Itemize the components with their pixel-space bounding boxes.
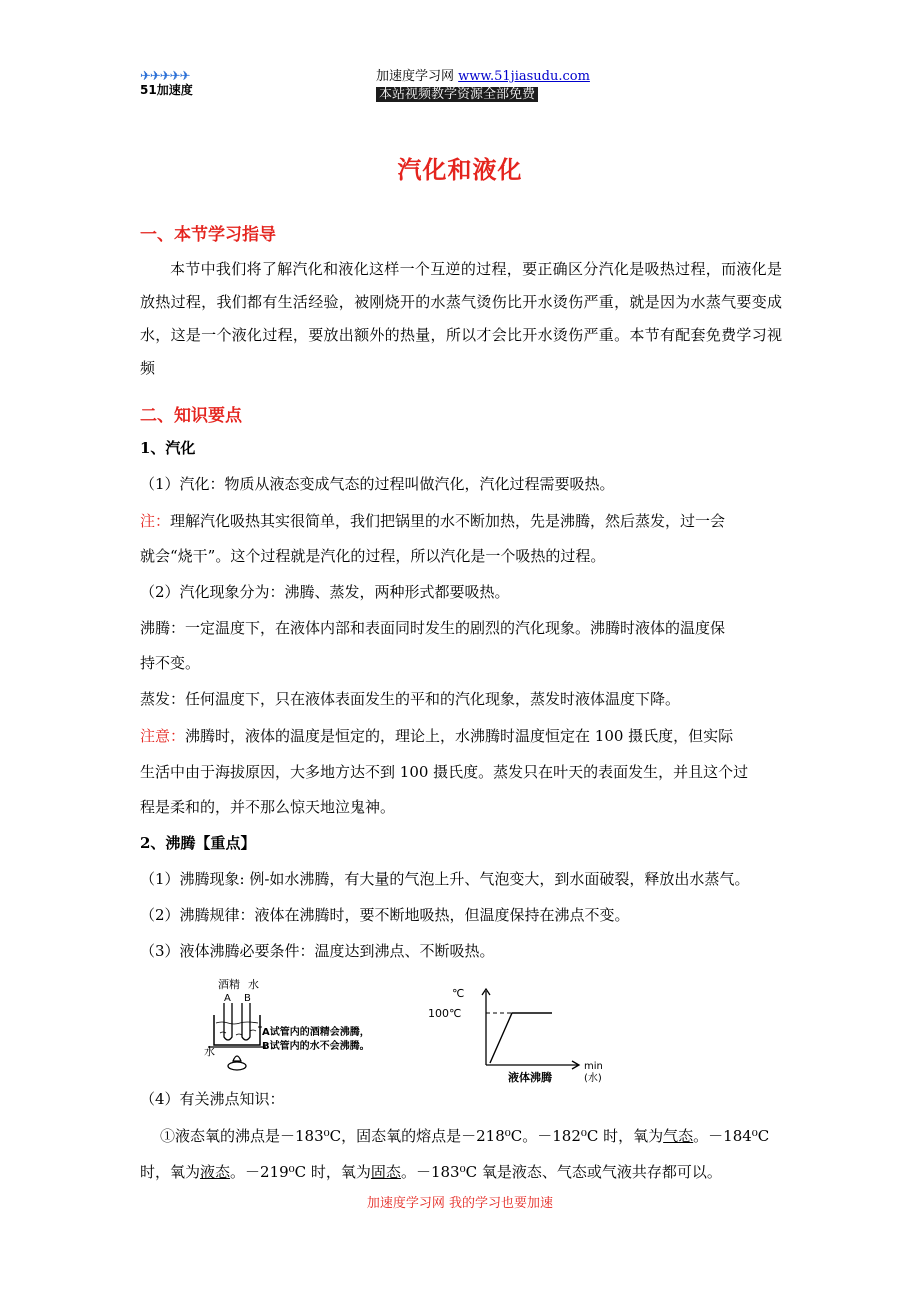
sub1-p1: （1）汽化：物质从液态变成气态的过程叫做汽化，汽化过程需要吸热。 bbox=[140, 475, 615, 493]
header-info bbox=[376, 68, 590, 104]
answer-liquid: 液态 bbox=[200, 1163, 231, 1181]
answer-gas: 气态 bbox=[663, 1127, 694, 1145]
attention-label: 注意： bbox=[140, 727, 186, 745]
oxygen-line1-a: ①液态氧的沸点是－183⁰C，固态氧的熔点是－218⁰C。－182⁰C 时，氧为 bbox=[160, 1127, 664, 1145]
sub2-p1: （1）沸腾现象: 例-如水沸腾，有大量的气泡上升、气泡变大，到水面破裂，释放出水蒸气。 bbox=[140, 870, 750, 888]
graph-x-label: 液体沸腾 bbox=[508, 1071, 552, 1084]
logo-text: 51加速度 bbox=[140, 83, 193, 97]
note-label: 注： bbox=[140, 512, 171, 530]
site-logo bbox=[140, 70, 210, 102]
tube-b bbox=[242, 1003, 250, 1040]
site-link[interactable]: www.51jiasudu.com bbox=[458, 69, 590, 84]
burner-icon bbox=[228, 1062, 246, 1070]
site-name: 加速度学习网 bbox=[376, 69, 455, 84]
attention-line3: 程是柔和的，并不那么惊天地泣鬼神。 bbox=[140, 798, 396, 816]
note-line1 bbox=[140, 510, 790, 532]
graph-y-tick: 100℃ bbox=[428, 1007, 462, 1020]
answer-solid: 固态 bbox=[370, 1163, 401, 1181]
oxygen-line2 bbox=[140, 1161, 790, 1183]
section1-heading: 一、本节学习指导 bbox=[140, 225, 276, 245]
graph-y-unit: ℃ bbox=[452, 987, 465, 1000]
section2-heading: 二、知识要点 bbox=[140, 406, 242, 426]
page-footer: 加速度学习网 我的学习也要加速 bbox=[366, 1196, 554, 1211]
label-water-top: 水 bbox=[248, 978, 259, 991]
label-alcohol: 酒精 bbox=[218, 978, 240, 991]
water-surface bbox=[216, 1022, 258, 1024]
sub1-heading: 1、汽化 bbox=[140, 439, 196, 457]
boiling-tubes-figure bbox=[200, 975, 400, 1075]
sub2-p2: （2）沸腾规律：液体在沸腾时，要不断地吸热，但温度保持在沸点不变。 bbox=[140, 906, 630, 924]
oxygen-line2-c: 。－183⁰C 氧是液态、气态或气液共存都可以。 bbox=[400, 1163, 722, 1181]
graph-curve bbox=[490, 1013, 552, 1063]
flame-icon bbox=[233, 1056, 241, 1061]
boil-line2: 持不变。 bbox=[140, 654, 201, 672]
sub2-heading: 2、沸腾【重点】 bbox=[140, 834, 256, 852]
note-text1: 理解汽化吸热其实很简单，我们把锅里的水不断加热，先是沸腾，然后蒸发，过一会 bbox=[170, 512, 726, 530]
caption-line1: A试管内的酒精会沸腾， bbox=[262, 1027, 370, 1038]
caption-line2: B试管内的水不会沸腾。 bbox=[262, 1041, 370, 1052]
graph-x-unit: min bbox=[584, 1061, 603, 1072]
boiling-graph-figure bbox=[426, 985, 616, 1085]
attention-line2: 生活中由于海拔原因，大多地方达不到 100 摄氏度。蒸发只在叶天的表面发生，并且这个过 bbox=[140, 763, 749, 781]
graph-x-unit-sub: (水) bbox=[584, 1073, 602, 1084]
oxygen-line2-b: 。－219⁰C 时，氧为 bbox=[230, 1163, 371, 1181]
oxygen-line1-b: 。－184⁰C bbox=[693, 1127, 770, 1145]
sub1-p2: （2）汽化现象分为：沸腾、蒸发，两种形式都要吸热。 bbox=[140, 583, 510, 601]
arrows-icon: ✈✈✈✈✈ bbox=[140, 69, 190, 84]
evap-line: 蒸发：任何温度下，只在液体表面发生的平和的汽化现象，蒸发时液体温度下降。 bbox=[140, 690, 681, 708]
tube-a bbox=[224, 1003, 232, 1040]
sub2-p4: （4）有关沸点知识： bbox=[140, 1090, 285, 1108]
section1-body: 本节中我们将了解汽化和液化这样一个互逆的过程，要正确区分汽化是吸热过程，而液化是放热过程，我们都有生活经验，被刚烧开的水蒸气烫伤比开水烫伤严重，就是因为水蒸气要变成水，这是一个液化过程，要放出额外的热量，所以才会比开水烫伤严重。本节有配套免费学习视频 bbox=[140, 260, 782, 377]
oxygen-line1 bbox=[160, 1125, 810, 1147]
page-title: 汽化和液化 bbox=[397, 155, 523, 184]
attention-line1 bbox=[140, 725, 790, 747]
label-b: B bbox=[244, 993, 251, 1004]
boil-line1: 沸腾：一定温度下，在液体内部和表面同时发生的剧烈的汽化现象。沸腾时液体的温度保 bbox=[140, 619, 726, 637]
oxygen-line2-a: 时，氧为 bbox=[140, 1163, 201, 1181]
sub2-p3: （3）液体沸腾必要条件：温度达到沸点、不断吸热。 bbox=[140, 942, 495, 960]
note-line2: 就会“烧干”。这个过程就是汽化的过程，所以汽化是一个吸热的过程。 bbox=[140, 547, 606, 565]
header-banner: 本站视频教学资源全部免费 bbox=[376, 87, 538, 102]
label-water-side: 水 bbox=[204, 1045, 215, 1058]
attention-text1: 沸腾时，液体的温度是恒定的，理论上，水沸腾时温度恒定在 100 摄氏度，但实际 bbox=[185, 727, 734, 745]
label-a: A bbox=[224, 993, 231, 1004]
